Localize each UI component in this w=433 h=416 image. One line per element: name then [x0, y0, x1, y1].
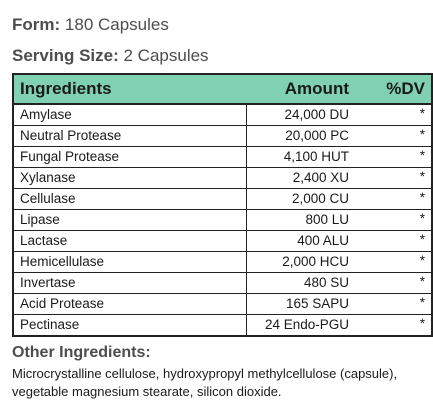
ingredient-dv: * — [419, 106, 425, 121]
ingredient-amount: 24,000 DU — [284, 107, 349, 122]
ingredient-amount: 480 SU — [246, 273, 355, 294]
ingredient-name: Lactase — [13, 231, 246, 252]
ingredient-dv: * — [355, 189, 432, 210]
other-ingredients-title: Other Ingredients: — [12, 344, 151, 361]
ingredient-name: Cellulase — [13, 189, 246, 210]
ingredient-name: Amylase — [13, 104, 246, 126]
ingredient-dv: * — [355, 315, 432, 337]
ingredient-name: Invertase — [13, 273, 246, 294]
serving-size-value: 2 Capsules — [123, 46, 209, 65]
table-row — [13, 126, 432, 147]
table-header-row — [13, 74, 432, 104]
table-row — [13, 168, 432, 189]
ingredient-dv: * — [355, 231, 432, 252]
table-row — [13, 231, 432, 252]
form-label: Form: — [12, 15, 61, 34]
ingredient-name: Lipase — [13, 210, 246, 231]
ingredient-dv: * — [355, 210, 432, 231]
table-body — [13, 104, 432, 336]
ingredient-dv: * — [355, 252, 432, 273]
ingredient-name: Hemicellulase — [13, 252, 246, 273]
table-row — [13, 273, 432, 294]
ingredient-amount: 2,400 XU — [246, 168, 355, 189]
ingredients-table — [12, 73, 433, 337]
ingredient-name: Fungal Protease — [13, 147, 246, 168]
ingredient-amount: 24 Endo-PGU — [246, 315, 355, 337]
ingredient-amount: 165 SAPU — [246, 294, 355, 315]
ingredient-amount: 4,100 HUT — [246, 147, 355, 168]
serving-size-line — [12, 46, 209, 66]
header-ingredients: Ingredients — [13, 74, 246, 104]
table-row — [13, 104, 432, 126]
ingredient-amount: 2,000 CU — [246, 189, 355, 210]
ingredient-dv: * — [355, 147, 432, 168]
table-row — [13, 294, 432, 315]
table-row — [13, 315, 432, 337]
table-row — [13, 189, 432, 210]
ingredient-name: Xylanase — [13, 168, 246, 189]
ingredient-amount: 2,000 HCU — [246, 252, 355, 273]
ingredient-amount: 800 LU — [246, 210, 355, 231]
ingredient-amount: 400 ALU — [246, 231, 355, 252]
ingredient-amount: 20,000 PC — [246, 126, 355, 147]
header-amount: Amount — [246, 74, 355, 104]
table-row — [13, 210, 432, 231]
ingredient-dv: * — [355, 294, 432, 315]
table-row — [13, 252, 432, 273]
table-row — [13, 147, 432, 168]
header-dv: %DV — [355, 74, 432, 104]
ingredient-dv: * — [355, 126, 432, 147]
ingredient-dv: * — [355, 168, 432, 189]
ingredient-name: Pectinase — [13, 315, 246, 337]
ingredient-name: Acid Protease — [13, 294, 246, 315]
ingredient-name: Neutral Protease — [13, 126, 246, 147]
other-ingredients-text: Microcrystalline cellulose, hydroxypropyl methylcellulose (capsule), vegetable magnesium stearate, silicon dioxide. — [12, 366, 398, 399]
form-line — [12, 15, 169, 35]
form-value: 180 Capsules — [64, 15, 169, 34]
ingredient-dv: * — [355, 273, 432, 294]
serving-size-label: Serving Size: — [12, 46, 119, 65]
